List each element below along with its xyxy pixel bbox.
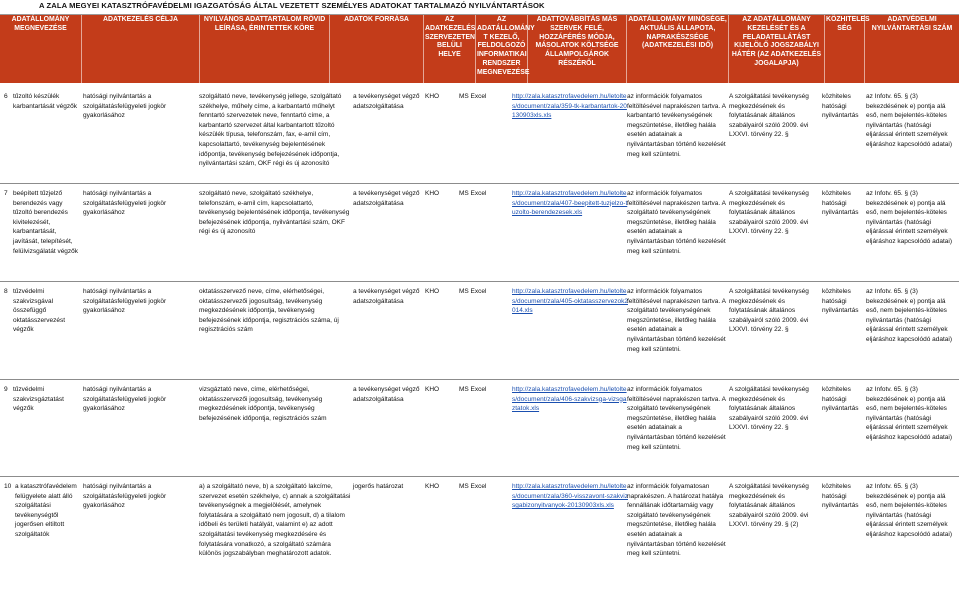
download-link-text[interactable]: http://zala.katasztrofavedelem.hu/letoltes/document/zala/407-beepitett-tuzjelzo-tuzolto-berendezesek.xls bbox=[512, 190, 628, 217]
source: a tevékenységet végző adatszolgáltatása bbox=[353, 386, 420, 403]
dataset-name: beépített tűzjelző berendezés vagy tűzoltó berendezés kivitelezését, karbantartását, javítását, telepítését, felülvizsgálatát végzők bbox=[13, 190, 79, 255]
system: MS Excel bbox=[459, 386, 487, 393]
header-system: AZ ADATÁLLOMÁNY T KEZELŐ, FELDOLGOZÓ INFORMATIKAI RENDSZER MEGNEVEZÉSE bbox=[475, 15, 527, 83]
purpose: hatósági nyilvántartás a szolgáltatásfelügyeleti jogkör gyakorlásához bbox=[83, 288, 167, 315]
place: KHO bbox=[425, 483, 440, 490]
public-status: közhiteles hatósági nyilvántartás bbox=[822, 93, 859, 120]
row-number: 10 bbox=[4, 483, 12, 490]
system: MS Excel bbox=[459, 190, 487, 197]
download-link[interactable] bbox=[512, 287, 628, 316]
source: jogerős határozat bbox=[353, 483, 404, 490]
dataset-name: tűzvédelmi szakvizsgáztatást végzők bbox=[13, 386, 64, 413]
purpose: hatósági nyilvántartás a szolgáltatásfelügyeleti jogkör gyakorlásához bbox=[83, 483, 167, 510]
content: vizsgáztató neve, címe, elérhetőségei, oktatásszervezői jogosultság, tevékenység megkezdésének időpontja, tevékenység befejezésének időpontja, regisztrációs szám bbox=[199, 386, 327, 422]
legal-basis: A szolgáltatási tevékenység megkezdésének és folytatásának általános szabályairól szóló 2009. évi LXXVI. törvény 22. § bbox=[729, 93, 809, 139]
table-row bbox=[0, 476, 959, 606]
purpose: hatósági nyilvántartás a szolgáltatásfelügyeleti jogkör gyakorlásához bbox=[83, 93, 167, 120]
quality: az információk folyamatos feltöltésével naprakészen tartva. A karbantartó tevékenységének megszüntetése, illetőleg halála esetén adatainak a nyilvántartásban történő kezelését meg kell szüntetni. bbox=[627, 93, 726, 158]
public-status: közhiteles hatósági nyilvántartás bbox=[822, 483, 859, 510]
content: szolgáltató neve, szolgáltató székhelye, telefonszám, e-amil cím, kapcsolattartó, tevékenység bejelentésének időpontja, tevékenység befejezésének időpontja, nyilvántartási szám, OKF régi és új azonosító bbox=[199, 190, 350, 236]
header-transfer: ADATTOVÁBBÍTÁS MÁS SZERVEK FELÉ, HOZZÁFÉRÉS MÓDJA, MÁSOLATOK KÖLTSÉGE ÁLLAMPOLGÁROK RÉSZÉRŐL bbox=[527, 15, 626, 83]
registration-number: az Infotv. 65. § (3) bekezdésének e) pontja alá eső, nem bejelentés-köteles nyilvántartás (hatósági eljárással érintett személyek eljáráshoz kapcsolódó adatai) bbox=[866, 190, 952, 245]
system: MS Excel bbox=[459, 93, 487, 100]
header-source: ADATOK FORRÁSA bbox=[329, 15, 423, 83]
table-row bbox=[0, 86, 959, 184]
purpose: hatósági nyilvántartás a szolgáltatásfelügyeleti jogkör gyakorlásához bbox=[83, 386, 167, 413]
public-status: közhiteles hatósági nyilvántartás bbox=[822, 288, 859, 315]
public-status: közhiteles hatósági nyilvántartás bbox=[822, 386, 859, 413]
table-row bbox=[0, 183, 959, 282]
registration-number: az Infotv. 65. § (3) bekezdésének e) pontja alá eső, nem bejelentés-köteles nyilvántartás (hatósági eljárással érintett személyek eljáráshoz kapcsolódó adatai) bbox=[866, 93, 952, 148]
registration-number: az Infotv. 65. § (3) bekezdésének e) pontja alá eső, nem bejelentés-köteles nyilvántartás (hatósági eljárással érintett személyek eljáráshoz kapcsolódó adatai) bbox=[866, 386, 952, 441]
legal-basis: A szolgáltatási tevékenység megkezdésének és folytatásának általános szabályairól szóló 2009. évi LXXVI. törvény 29. § (2) bbox=[729, 483, 809, 529]
registration-number: az Infotv. 65. § (3) bekezdésének e) pontja alá eső, nem bejelentés-köteles nyilvántartás (hatósági eljárással érintett személyek eljáráshoz kapcsolódó adatai) bbox=[866, 288, 952, 343]
place: KHO bbox=[425, 93, 440, 100]
legal-basis: A szolgáltatási tevékenység megkezdésének és folytatásának általános szabályairól szóló 2009. évi LXXVI. törvény 22. § bbox=[729, 190, 809, 236]
place: KHO bbox=[425, 386, 440, 393]
table-row bbox=[0, 281, 959, 380]
row-number: 6 bbox=[4, 93, 8, 100]
place: KHO bbox=[425, 288, 440, 295]
legal-basis: A szolgáltatási tevékenység megkezdésének és folytatásának általános szabályairól szóló 2009. évi LXXVI. törvény 22. § bbox=[729, 288, 809, 334]
document-title: A ZALA MEGYEI KATASZTRÓFAVÉDELMI IGAZGATÓSÁG ÁLTAL VEZETETT SZEMÉLYES ADATOKAT TARTALMAZÓ NYILVÁNTARTÁSOK bbox=[39, 1, 545, 10]
header-content: NYILVÁNOS ADATTARTALOM RÖVID LEÍRÁSA, ÉRINTETTEK KÖRE bbox=[199, 15, 329, 83]
system: MS Excel bbox=[459, 483, 487, 490]
header-regno: ADATVÉDELMI NYILVÁNTARTÁSI SZÁM bbox=[864, 15, 959, 83]
content: oktatásszervező neve, címe, elérhetőségei, oktatásszervezői jogosultság, tevékenység megkezdésének időpontja, tevékenység befejezésének időpontja, regisztrációs száma, új regisztrációs szám bbox=[199, 288, 339, 334]
dataset-name: tűzvédelmi szakvizsgával összefüggő oktatásszervezést végzők bbox=[13, 288, 66, 334]
legal-basis: A szolgáltatási tevékenység megkezdésének és folytatásának általános szabályairól szóló 2009. évi LXXVI. törvény 22. § bbox=[729, 386, 809, 432]
quality: az információk folyamatosan naprakészen. A határozat hatálya fennállának időtartamáig vagy szolgáltató tevékenységének megszüntetése, illetőleg halála esetén adatainak a nyilvántartásban történő kezelését meg kell szüntetni. bbox=[627, 483, 726, 558]
table-row bbox=[0, 379, 959, 477]
title-bar bbox=[0, 0, 959, 15]
download-link-text[interactable]: http://zala.katasztrofavedelem.hu/letoltes/document/zala/359-tk-karbantartok-20130903xls.xls bbox=[512, 93, 627, 120]
quality: az információk folyamatos feltöltésével naprakészen tartva. A szolgáltató tevékenységének megszüntetése, illetőleg halála esetén adatainak a nyilvántartásban történő kezelését meg kell szüntetni. bbox=[627, 386, 726, 451]
source: a tevékenységet végző adatszolgáltatása bbox=[353, 93, 420, 110]
download-link-text[interactable]: http://zala.katasztrofavedelem.hu/letoltes/document/zala/405-oktatasszervezok2014.xls bbox=[512, 288, 628, 315]
header-legal: AZ ADATÁLLOMÁNY KEZELÉSÉT ÉS A FELADATELLÁTÁST KIJELÖLŐ JOGSZABÁLYI HÁTÉR (AZ ADATKEZELÉS JOGALAPJA) bbox=[728, 15, 824, 83]
quality: az információk folyamatos feltöltésével naprakészen tartva. A szolgáltató tevékenységének megszüntetése, illetőleg halála esetén adatainak a nyilvántartásban történő kezelését meg kell szüntetni. bbox=[627, 190, 726, 255]
download-link[interactable] bbox=[512, 482, 628, 511]
source: a tevékenységet végző adatszolgáltatása bbox=[353, 190, 420, 207]
row-number: 7 bbox=[4, 190, 8, 197]
public-status: közhiteles hatósági nyilvántartás bbox=[822, 190, 859, 217]
table-header bbox=[0, 15, 959, 83]
header-purpose: ADATKEZELÉS CÉLJA bbox=[81, 15, 199, 83]
header-public: KÖZHITELES SÉG bbox=[824, 15, 864, 83]
source: a tevékenységet végző adatszolgáltatása bbox=[353, 288, 420, 305]
download-link[interactable] bbox=[512, 385, 628, 414]
registration-number: az Infotv. 65. § (3) bekezdésének e) pontja alá eső, nem bejelentés-köteles nyilvántartás (hatósági eljárással érintett személyek eljáráshoz kapcsolódó adatai) bbox=[866, 483, 952, 538]
header-quality: ADATÁLLOMÁNY MINŐSÉGE, AKTUÁLIS ÁLLAPOTA, NAPRAKÉSZSÉGE (ADATKEZELÉSI IDŐ) bbox=[626, 15, 728, 83]
dataset-name: tűzoltó készülék karbantartását végzők bbox=[13, 93, 77, 110]
download-link[interactable] bbox=[512, 189, 628, 218]
dataset-name: a katasztrófavédelem felügyelete alatt álló szolgáltatási tevékenységtől jogerősen eltiltott szolgáltatók bbox=[15, 483, 77, 538]
content: a) a szolgáltató neve, b) a szolgáltató lakcíme, szervezet esetén székhelye, c) annak a szolgáltatási tevékenységnek a megjelölését, amelynek folytatására a szolgáltató nem jogosult, d) a tilalom időbeli és területi hatályát, valamint e) az adott szolgáltatási tevékenység megkezdésére és folytatására vonatkozó, a szolgáltató számára különös jogszabályban meghatározott adatok. bbox=[199, 483, 351, 558]
row-number: 9 bbox=[4, 386, 8, 393]
download-link[interactable] bbox=[512, 92, 628, 121]
header-dataset-name: ADATÁLLOMÁNY MEGNEVEZÉSE bbox=[11, 16, 70, 32]
header-place: AZ ADATKEZELÉS SZERVEZETEN BELÜLI HELYE bbox=[423, 15, 475, 83]
place: KHO bbox=[425, 190, 440, 197]
quality: az információk folyamatos feltöltésével naprakészen tartva. A szolgáltató tevékenységének megszüntetése, illetőleg halála esetén adatainak a nyilvántartásban történő kezelését meg kell szüntetni. bbox=[627, 288, 726, 353]
system: MS Excel bbox=[459, 288, 487, 295]
download-link-text[interactable]: http://zala.katasztrofavedelem.hu/letoltes/document/zala/360-visszavont-szakvizsgabizonyitvanyok-20130903xls.xls bbox=[512, 483, 628, 510]
download-link-text[interactable]: http://zala.katasztrofavedelem.hu/letoltes/document/zala/406-szakvizsga-vizsgaztatok.xls bbox=[512, 386, 627, 413]
content: szolgáltató neve, tevékenység jellege, szolgáltató székhelye, műhely címe, a karbantartó műhelyt fenntartó szervezetek neve, fenntartó címe, a karbantartó szervezet által karbantartott tűzoltó készülék típusa, telefonszám, fax, e-amil cím, kapcsolattartó, tevékenység bejelentésének időpontja, tevékenység befejezésének időpontja, nyilvántartási szám, OKF régi és új azonosító bbox=[199, 93, 342, 168]
purpose: hatósági nyilvántartás a szolgáltatásfelügyeleti jogkör gyakorlásához bbox=[83, 190, 167, 217]
row-number: 8 bbox=[4, 288, 8, 295]
